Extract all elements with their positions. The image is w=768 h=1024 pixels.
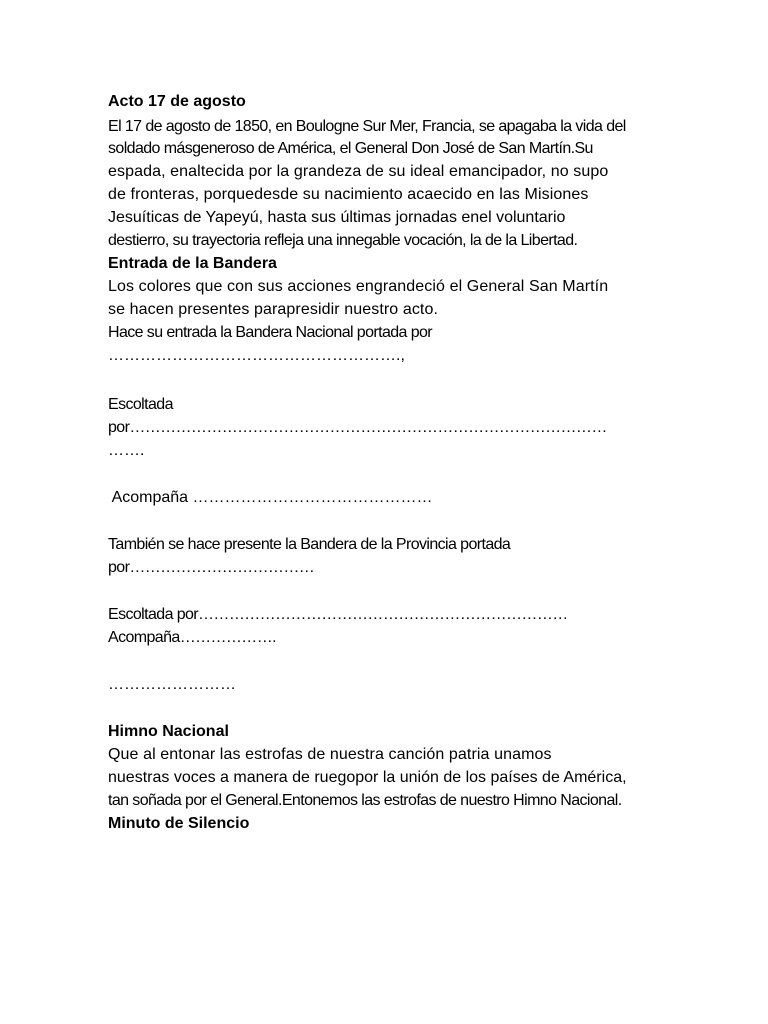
- anthem-text: nuestras voces a manera de ruegopor la unión de los países de América,: [108, 769, 627, 786]
- anthem-text: Que al entonar las estrofas de nuestra canción patria unamos: [108, 746, 552, 763]
- accompany-line: Acompaña ………………………………………: [108, 489, 433, 506]
- extra-blank-line: ……………………: [108, 676, 236, 693]
- flag-entry-text: se hacen presentes parapresidir nuestro acto.: [108, 301, 439, 318]
- intro-line: destierro, su trayectoria refleja una innegable vocación, la de la Libertad.: [108, 232, 578, 249]
- document-title: Acto 17 de agosto: [108, 93, 246, 110]
- intro-line: espada, enaltecida por la grandeza de su ideal emancipador, no supo: [108, 163, 609, 180]
- province-flag-line: También se hace presente la Bandera de la Provincia portada: [108, 536, 511, 553]
- flag-entry-text: Los colores que con sus acciones engrandeció el General San Martín: [108, 278, 609, 295]
- escort-blank-continued: …….: [108, 442, 145, 459]
- silence-heading: Minuto de Silencio: [108, 815, 250, 832]
- intro-line: de fronteras, porquedesde su nacimiento acaecido en las Misiones: [108, 186, 589, 203]
- national-flag-blank: ……………………………………………….,: [108, 347, 405, 364]
- flag-entry-heading: Entrada de la Bandera: [108, 255, 277, 272]
- escort-blank: por…………………………………………………………………………………: [108, 419, 607, 436]
- national-flag-line: Hace su entrada la Bandera Nacional portada por: [108, 324, 433, 341]
- anthem-text: tan soñada por el General.Entonemos las estrofas de nuestro Himno Nacional.: [108, 792, 622, 809]
- anthem-heading: Himno Nacional: [108, 723, 229, 740]
- intro-line: Jesuíticas de Yapeyú, hasta sus últimas jornadas enel voluntario: [108, 209, 566, 226]
- intro-line: El 17 de agosto de 1850, en Boulogne Sur Mer, Francia, se apagaba la vida del: [108, 118, 626, 135]
- intro-line: soldado másgeneroso de América, el General Don José de San Martín.Su: [108, 140, 593, 157]
- province-accompany-line: Acompaña……………….: [108, 629, 276, 646]
- province-flag-blank: por………………………………: [108, 559, 315, 576]
- province-escort-line: Escoltada por………………………………………………………………: [108, 606, 568, 623]
- escort-label: Escoltada: [108, 396, 173, 413]
